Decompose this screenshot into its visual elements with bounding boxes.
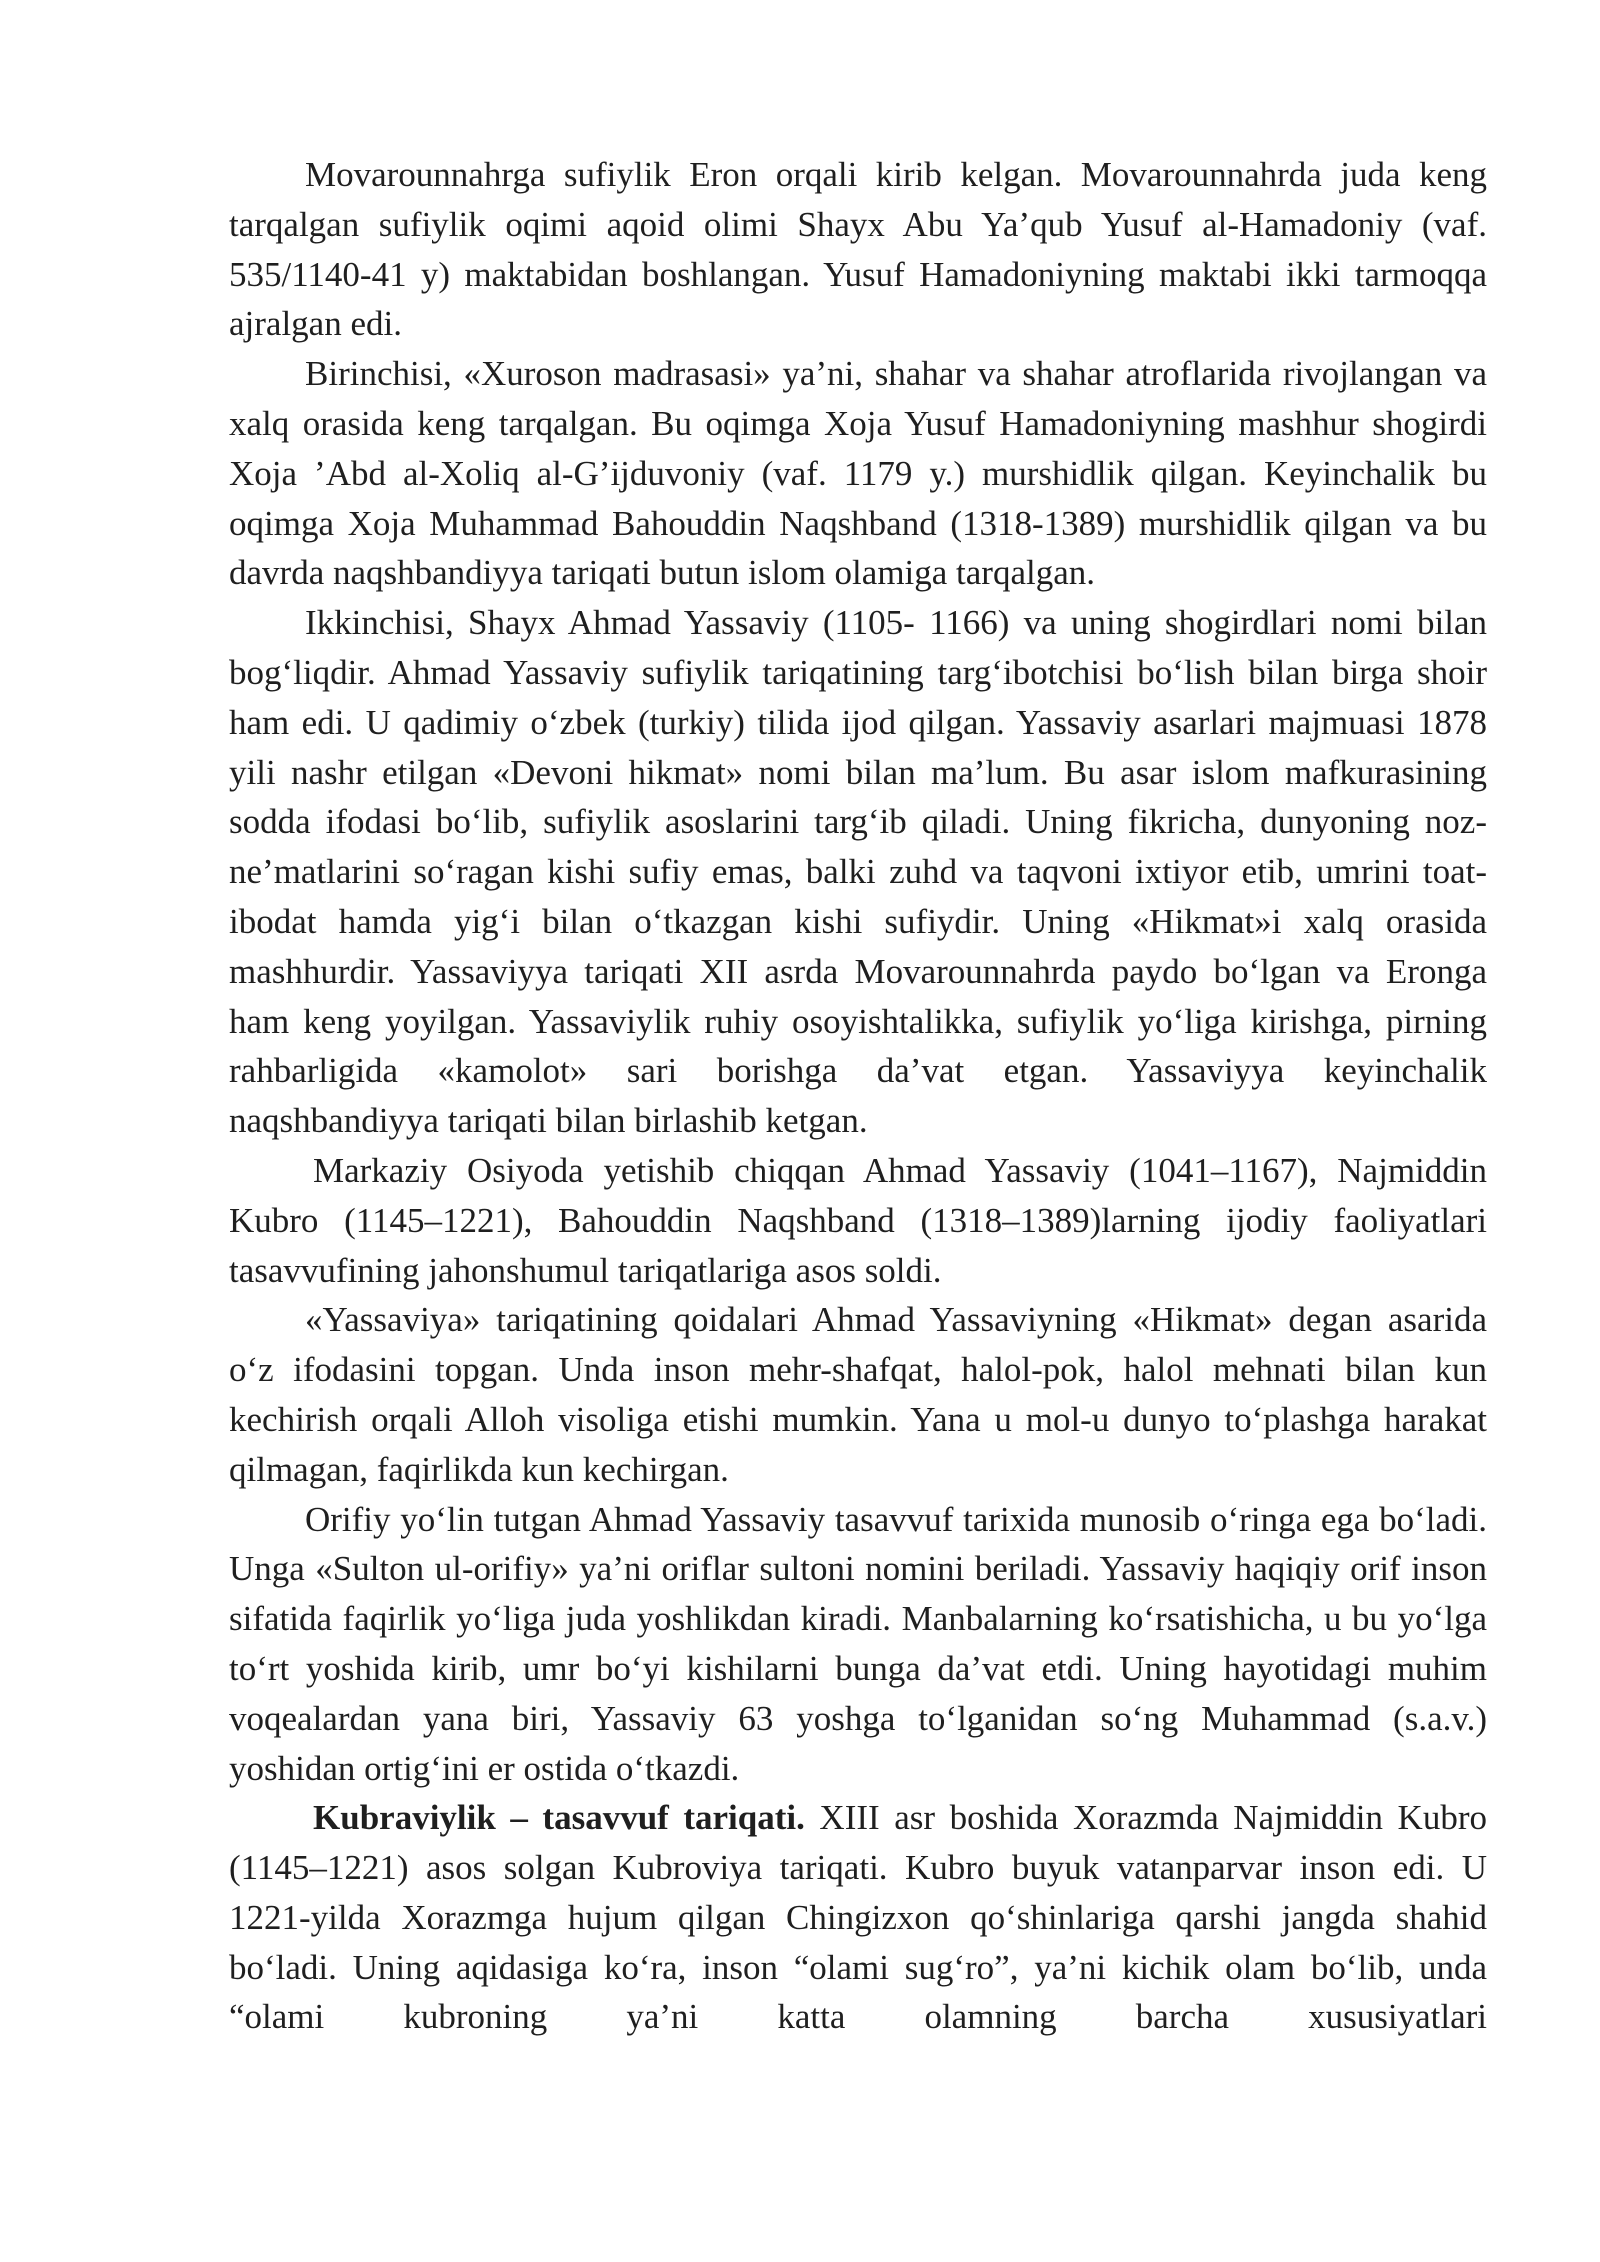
- paragraph-central-asia-founders: Markaziy Osiyoda yetishib chiqqan Ahmad Yassaviy (1041–1167), Najmiddin Kubro (1145–1221), Bahouddin Naqshband (1318–1389)larning ijodiy faoliyatlari tasavvufining jahonshumul tariqatlariga asos soldi.: [229, 1150, 1487, 1290]
- kubraviylik-text: XIII asr boshida Xorazmda Najmiddin Kubro (1145–1221) asos solgan Kubroviya tariqati. Kubro buyuk vatanparvar inson edi. U 1221-yilda Xorazmga hujum qilgan Chingizxon qo‘shinlariga qarshi jangda shahid bo‘ladi. Uning aqidasiga ko‘ra, inson “olami sug‘ro”, ya’ni kichik olam bo‘lib, unda “olami kubroning ya’ni katta olamning barcha xususiyatlari: [229, 1798, 1487, 2037]
- paragraph-khorasan-school: Birinchisi, «Xuroson madrasasi» ya’ni, shahar va shahar atroflarida rivojlangan va xalq orasida keng tarqalgan. Bu oqimga Xoja Yusuf Hamadoniyning mashhur shogirdi Xoja ’Abd al-Xoliq al-G’ijduvoniy (vaf. 1179 y.) murshidlik qilgan. Keyinchalik bu oqimga Xoja Muhammad Bahouddin Naqshband (1318-1389) murshidlik qilgan va bu davrda naqshbandiyya tariqati butun islom olamiga tarqalgan.: [229, 354, 1487, 593]
- paragraph-yassaviya-rules: «Yassaviya» tariqatining qoidalari Ahmad Yassaviyning «Hikmat» degan asarida o‘z ifodasini topgan. Unda inson mehr-shafqat, halol-pok, halol mehnati bilan kun kechirish orqali Alloh visoliga etishi mumkin. Yana u mol-u dunyo to‘plashga harakat qilmagan, faqirlikda kun kechirgan.: [229, 1300, 1487, 1489]
- kubraviylik-heading: Kubraviylik – tasavvuf tariqati.: [313, 1798, 805, 1838]
- paragraph-kubraviylik: [229, 1793, 1487, 2042]
- document-page: [229, 150, 1487, 2042]
- paragraph-sufism-arrival: Movarounnahrga sufiylik Eron orqali kirib kelgan. Movarounnahrda juda keng tarqalgan sufiylik oqimi aqoid olimi Shayx Abu Ya’qub Yusuf al-Hamadoniy (vaf. 535/1140-41 y) maktabidan boshlangan. Yusuf Hamadoniyning maktabi ikki tarmoqqa ajralgan edi.: [229, 155, 1487, 344]
- paragraph-orifiy-path: Orifiy yo‘lin tutgan Ahmad Yassaviy tasavvuf tarixida munosib o‘ringa ega bo‘ladi. Unga «Sulton ul-orifiy» ya’ni oriflar sultoni nomini beriladi. Yassaviy haqiqiy orif inson sifatida faqirlik yo‘liga juda yoshlikdan kiradi. Manbalarning ko‘rsatishicha, u bu yo‘lga to‘rt yoshida kirib, umr bo‘yi kishilarni bunga da’vat etdi. Uning hayotidagi muhim voqealardan yana biri, Yassaviy 63 yoshga to‘lganidan so‘ng Muhammad (s.a.v.) yoshidan ortig‘ini er ostida o‘tkazdi.: [229, 1499, 1487, 1788]
- paragraph-yassaviy-branch: Ikkinchisi, Shayx Ahmad Yassaviy (1105- 1166) va uning shogirdlari nomi bilan bog‘liqdir. Ahmad Yassaviy sufiylik tariqatining targ‘ibotchisi bo‘lish bilan birga shoir ham edi. U qadimiy o‘zbek (turkiy) tilida ijod qilgan. Yassaviy asarlari majmuasi 1878 yili nashr etilgan «Devoni hikmat» nomi bilan ma’lum. Bu asar islom mafkurasining sodda ifodasi bo‘lib, sufiylik asoslarini targ‘ib qiladi. Uning fikricha, dunyoning noz-ne’matlarini so‘ragan kishi sufiy emas, balki zuhd va taqvoni ixtiyor etib, umrini toat-ibodat hamda yig‘i bilan o‘tkazgan kishi sufiydir. Uning «Hikmat»i xalq orasida mashhurdir. Yassaviyya tariqati XII asrda Movarounnahrda paydo bo‘lgan va Eronga ham keng yoyilgan. Yassaviylik ruhiy osoyishtalikka, sufiylik yo‘liga kirishga, pirning rahbarligida «kamolot» sari borishga da’vat etgan. Yassaviyya keyinchalik naqshbandiyya tariqati bilan birlashib ketgan.: [229, 603, 1487, 1141]
